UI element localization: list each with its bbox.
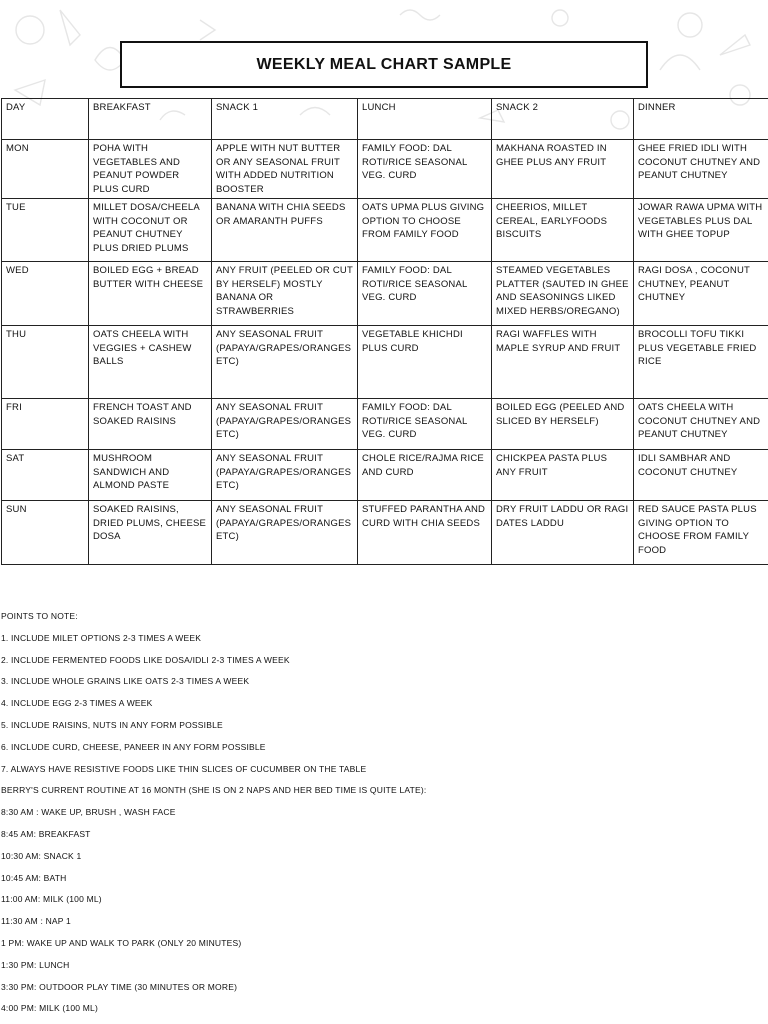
routine-item: 10:30 AM: SNACK 1: [1, 850, 82, 861]
routine-item: 10:45 AM: BATH: [1, 872, 67, 883]
table-row: [2, 140, 768, 199]
routine-item: 1 PM: WAKE UP AND WALK TO PARK (ONLY 20 MINUTES): [1, 937, 242, 948]
routine-item: 1:30 PM: LUNCH: [1, 959, 70, 970]
page-title: WEEKLY MEAL CHART SAMPLE: [256, 55, 512, 73]
day-cell: SAT: [2, 450, 89, 501]
column-header-lunch: LUNCH: [358, 99, 492, 140]
column-header-snack-2: SNACK 2: [492, 99, 634, 140]
routine-item: 4:00 PM: MILK (100 ML): [1, 1003, 98, 1014]
snack-2-cell: RAGI WAFFLES WITH MAPLE SYRUP AND FRUIT: [492, 326, 634, 399]
snack-1-cell: ANY FRUIT (PEELED OR CUT BY HERSELF) MOSTLY BANANA OR STRAWBERRIES: [212, 262, 358, 326]
column-header-breakfast: BREAKFAST: [89, 99, 212, 140]
breakfast-cell: POHA WITH VEGETABLES AND PEANUT POWDER PLUS CURD: [89, 140, 212, 199]
snack-2-cell: MAKHANA ROASTED IN GHEE PLUS ANY FRUIT: [492, 140, 634, 199]
snack-1-cell: APPLE WITH NUT BUTTER OR ANY SEASONAL FRUIT WITH ADDED NUTRITION BOOSTER: [212, 140, 358, 199]
snack-1-cell: ANY SEASONAL FRUIT (PAPAYA/GRAPES/ORANGES ETC): [212, 326, 358, 399]
snack-2-cell: CHICKPEA PASTA PLUS ANY FRUIT: [492, 450, 634, 501]
dinner-cell: GHEE FRIED IDLI WITH COCONUT CHUTNEY AND PEANUT CHUTNEY: [634, 140, 768, 199]
title-box: [120, 41, 648, 88]
dinner-cell: RED SAUCE PASTA PLUS GIVING OPTION TO CHOOSE FROM FAMILY FOOD: [634, 501, 768, 565]
day-cell: WED: [2, 262, 89, 326]
breakfast-cell: BOILED EGG + BREAD BUTTER WITH CHEESE: [89, 262, 212, 326]
day-cell: SUN: [2, 501, 89, 565]
lunch-cell: CHOLE RICE/RAJMA RICE AND CURD: [358, 450, 492, 501]
notes-heading: POINTS TO NOTE:: [1, 611, 78, 621]
table-row: [2, 399, 768, 450]
note-item: 7. ALWAYS HAVE RESISTIVE FOODS LIKE THIN SLICES OF CUCUMBER ON THE TABLE: [1, 763, 367, 774]
lunch-cell: FAMILY FOOD: DAL ROTI/RICE SEASONAL VEG. CURD: [358, 262, 492, 326]
snack-2-cell: DRY FRUIT LADDU OR RAGI DATES LADDU: [492, 501, 634, 565]
table-row: [2, 199, 768, 262]
breakfast-cell: OATS CHEELA WITH VEGGIES + CASHEW BALLS: [89, 326, 212, 399]
breakfast-cell: SOAKED RAISINS, DRIED PLUMS, CHEESE DOSA: [89, 501, 212, 565]
routine-heading: BERRY'S CURRENT ROUTINE AT 16 MONTH (SHE IS ON 2 NAPS AND HER BED TIME IS QUITE LATE):: [1, 785, 427, 796]
day-cell: THU: [2, 326, 89, 399]
column-header-dinner: DINNER: [634, 99, 768, 140]
snack-1-cell: ANY SEASONAL FRUIT (PAPAYA/GRAPES/ORANGES ETC): [212, 501, 358, 565]
note-item: 5. INCLUDE RAISINS, NUTS IN ANY FORM POSSIBLE: [1, 719, 223, 730]
dinner-cell: JOWAR RAWA UPMA WITH VEGETABLES PLUS DAL WITH GHEE TOPUP: [634, 199, 768, 262]
breakfast-cell: MILLET DOSA/CHEELA WITH COCONUT OR PEANUT CHUTNEY PLUS DRIED PLUMS: [89, 199, 212, 262]
routine-item: 3:30 PM: OUTDOOR PLAY TIME (30 MINUTES OR MORE): [1, 981, 238, 992]
routine-item: 8:30 AM : WAKE UP, BRUSH , WASH FACE: [1, 807, 176, 818]
routine-item: 11:00 AM: MILK (100 ML): [1, 894, 102, 905]
note-item: 4. INCLUDE EGG 2-3 TIMES A WEEK: [1, 698, 153, 709]
lunch-cell: STUFFED PARANTHA AND CURD WITH CHIA SEEDS: [358, 501, 492, 565]
note-item: 2. INCLUDE FERMENTED FOODS LIKE DOSA/IDLI 2-3 TIMES A WEEK: [1, 654, 290, 665]
dinner-cell: OATS CHEELA WITH COCONUT CHUTNEY AND PEANUT CHUTNEY: [634, 399, 768, 450]
snack-1-cell: ANY SEASONAL FRUIT (PAPAYA/GRAPES/ORANGES ETC): [212, 399, 358, 450]
breakfast-cell: FRENCH TOAST AND SOAKED RAISINS: [89, 399, 212, 450]
lunch-cell: VEGETABLE KHICHDI PLUS CURD: [358, 326, 492, 399]
day-cell: TUE: [2, 199, 89, 262]
note-item: 3. INCLUDE WHOLE GRAINS LIKE OATS 2-3 TIMES A WEEK: [1, 676, 250, 687]
column-header-day: DAY: [2, 99, 89, 140]
snack-1-cell: BANANA WITH CHIA SEEDS OR AMARANTH PUFFS: [212, 199, 358, 262]
routine-item: 8:45 AM: BREAKFAST: [1, 828, 91, 839]
lunch-cell: FAMILY FOOD: DAL ROTI/RICE SEASONAL VEG. CURD: [358, 399, 492, 450]
day-cell: MON: [2, 140, 89, 199]
table-row: [2, 262, 768, 326]
day-cell: FRI: [2, 399, 89, 450]
routine-item: 11:30 AM : NAP 1: [1, 916, 71, 927]
dinner-cell: BROCOLLI TOFU TIKKI PLUS VEGETABLE FRIED RICE: [634, 326, 768, 399]
snack-1-cell: ANY SEASONAL FRUIT (PAPAYA/GRAPES/ORANGES ETC): [212, 450, 358, 501]
note-item: 1. INCLUDE MILET OPTIONS 2-3 TIMES A WEEK: [1, 632, 202, 643]
lunch-cell: FAMILY FOOD: DAL ROTI/RICE SEASONAL VEG. CURD: [358, 140, 492, 199]
table-row: [2, 501, 768, 565]
lunch-cell: OATS UPMA PLUS GIVING OPTION TO CHOOSE FROM FAMILY FOOD: [358, 199, 492, 262]
note-item: 6. INCLUDE CURD, CHEESE, PANEER IN ANY FORM POSSIBLE: [1, 741, 266, 752]
table-row: [2, 326, 768, 399]
table-header-row: [2, 99, 768, 140]
snack-2-cell: STEAMED VEGETABLES PLATTER (SAUTED IN GHEE AND SEASONINGS LIKED MIXED HERBS/OREGANO): [492, 262, 634, 326]
column-header-snack-1: SNACK 1: [212, 99, 358, 140]
table-row: [2, 450, 768, 501]
dinner-cell: RAGI DOSA , COCONUT CHUTNEY, PEANUT CHUTNEY: [634, 262, 768, 326]
breakfast-cell: MUSHROOM SANDWICH AND ALMOND PASTE: [89, 450, 212, 501]
snack-2-cell: BOILED EGG (PEELED AND SLICED BY HERSELF): [492, 399, 634, 450]
snack-2-cell: CHEERIOS, MILLET CEREAL, EARLYFOODS BISCUITS: [492, 199, 634, 262]
dinner-cell: IDLI SAMBHAR AND COCONUT CHUTNEY: [634, 450, 768, 501]
notes-section: [1, 606, 761, 1020]
weekly-meal-table: [1, 98, 768, 565]
